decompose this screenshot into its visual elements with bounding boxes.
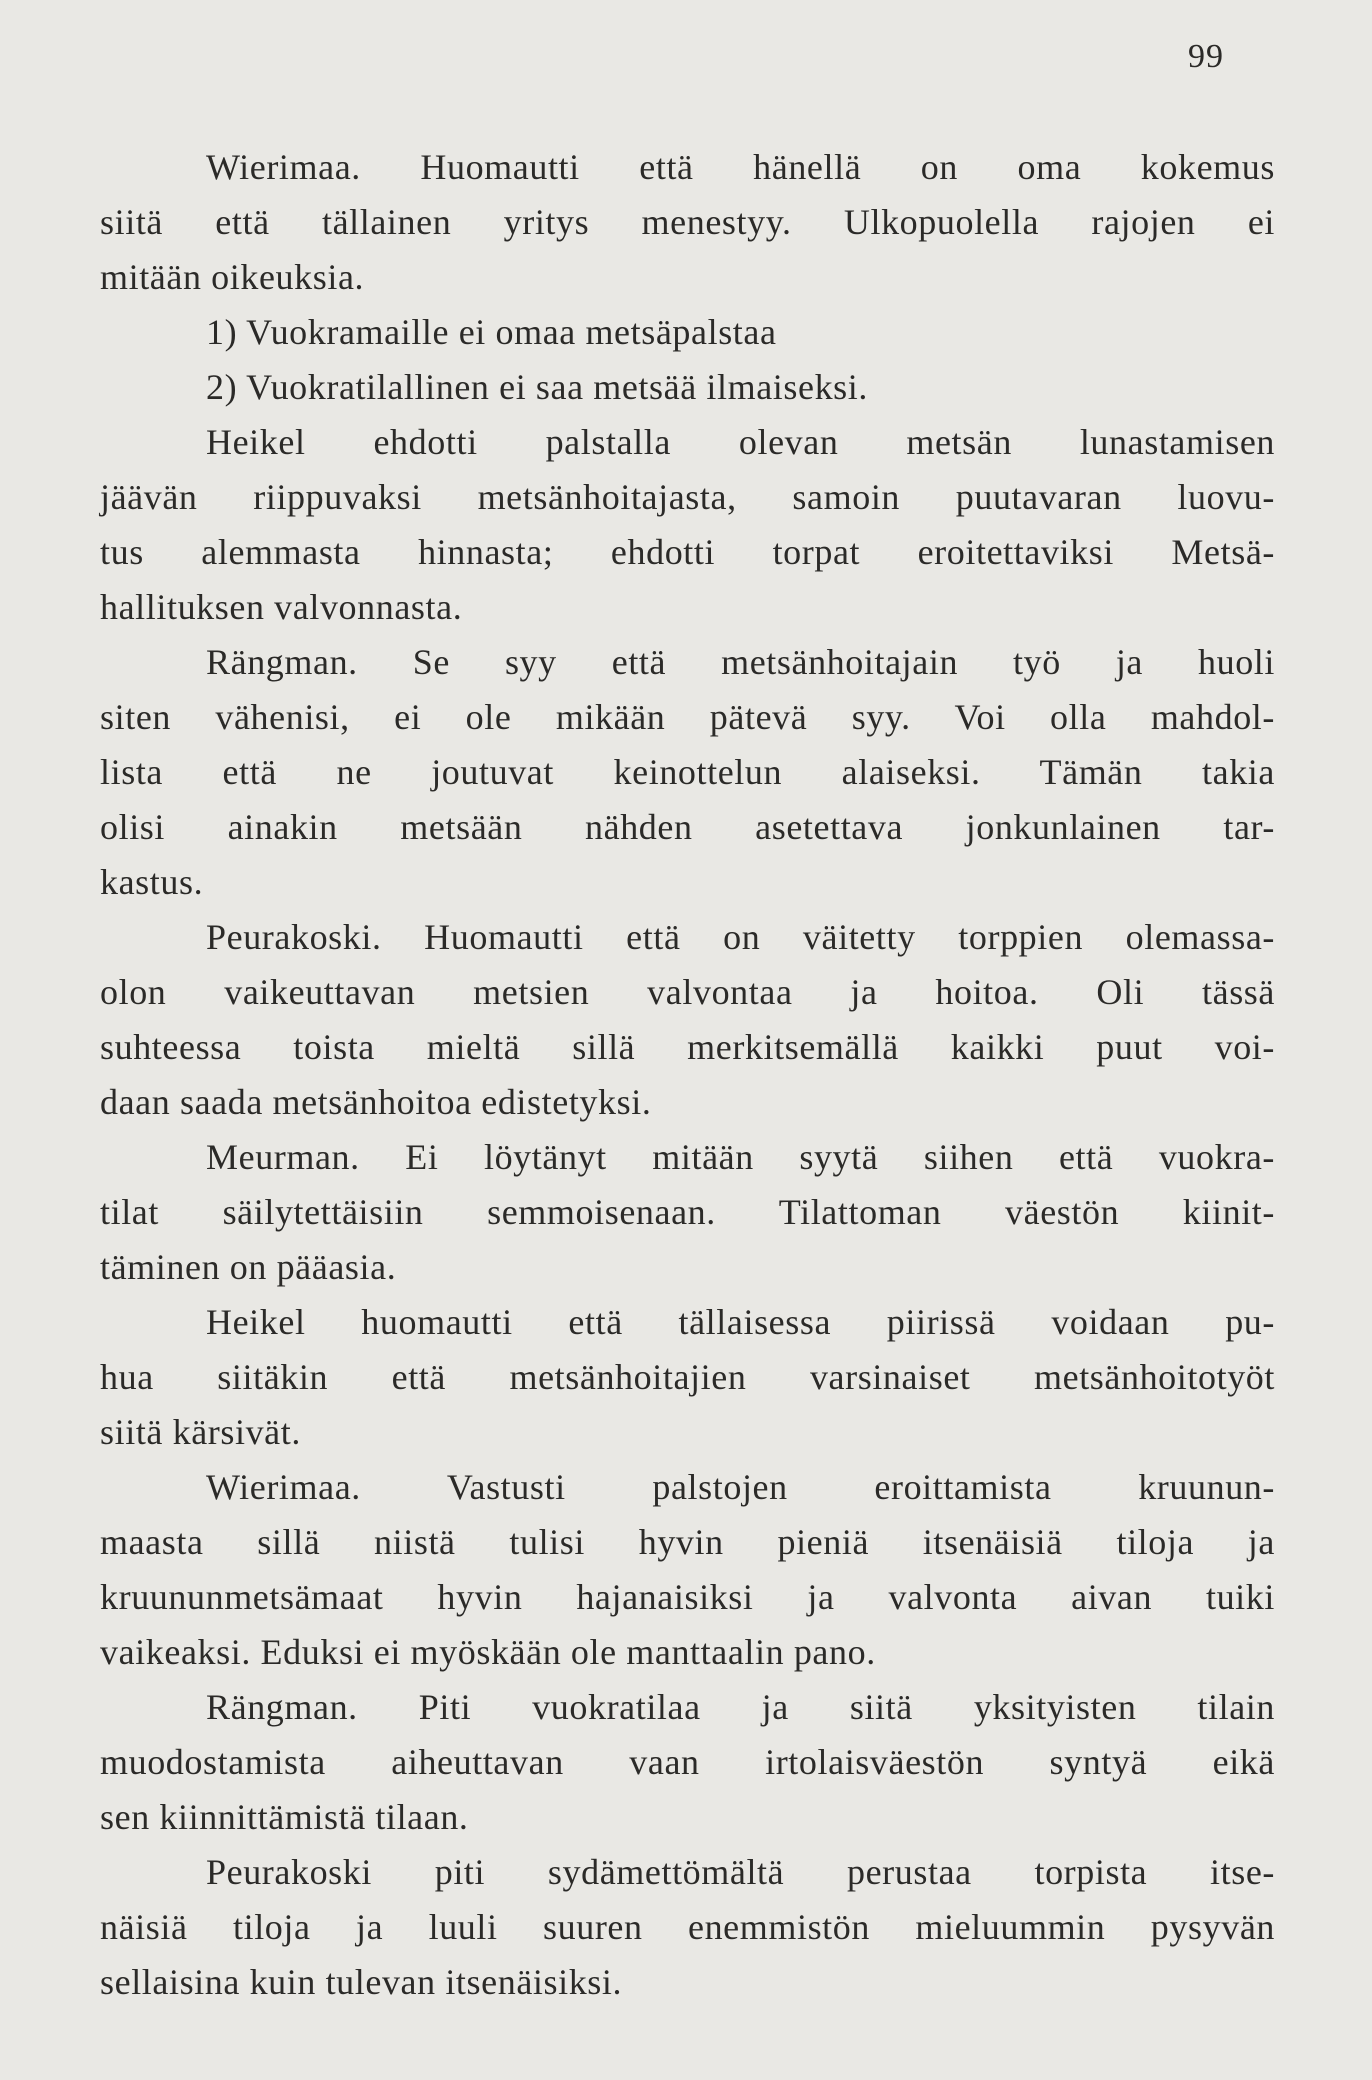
text-line: vaikeaksi. Eduksi ei myöskään ole manttaalin pano. [100, 1632, 876, 1672]
text-line: täminen on pääasia. [100, 1247, 397, 1287]
text-line: tilat säilytettäisiin semmoisenaan. Tilattoman väestön kiinit- [100, 1192, 1275, 1232]
text-line: jäävän riippuvaksi metsänhoitajasta, samoin puutavaran luovu- [100, 477, 1275, 517]
text-line: kastus. [100, 862, 204, 902]
text-line: olon vaikeuttavan metsien valvontaa ja hoitoa. Oli tässä [100, 972, 1275, 1012]
page-number: 99 [1188, 38, 1224, 75]
text-line: hua siitäkin että metsänhoitajien varsinaiset metsänhoitotyöt [100, 1357, 1275, 1397]
text-line: Wierimaa. Huomautti että hänellä on oma kokemus [206, 147, 1275, 187]
text-line: Peurakoski. Huomautti että on väitetty torppien olemassa- [206, 917, 1275, 957]
text-line: siten vähenisi, ei ole mikään pätevä syy. Voi olla mahdol- [100, 697, 1275, 737]
text-line: hallituksen valvonnasta. [100, 587, 463, 627]
text-line: tus alemmasta hinnasta; ehdotti torpat eroitettaviksi Metsä- [100, 532, 1275, 572]
text-line: muodostamista aiheuttavan vaan irtolaisväestön syntyä eikä [100, 1742, 1275, 1782]
text-line: Wierimaa. Vastusti palstojen eroittamista kruunun- [206, 1467, 1275, 1507]
text-line: Rängman. Se syy että metsänhoitajain työ ja huoli [206, 642, 1275, 682]
text-line: siitä että tällainen yritys menestyy. Ulkopuolella rajojen ei [100, 202, 1275, 242]
body-text [100, 140, 1275, 2010]
text-line: lista että ne joutuvat keinottelun alaiseksi. Tämän takia [100, 752, 1275, 792]
text-line: Heikel huomautti että tällaisessa piirissä voidaan pu- [206, 1302, 1275, 1342]
text-line: 1) Vuokramaille ei omaa metsäpalstaa [206, 312, 777, 352]
text-line: maasta sillä niistä tulisi hyvin pieniä itsenäisiä tiloja ja [100, 1522, 1275, 1562]
text-line: näisiä tiloja ja luuli suuren enemmistön mieluummin pysyvän [100, 1907, 1275, 1947]
text-line: kruununmetsämaat hyvin hajanaisiksi ja valvonta aivan tuiki [100, 1577, 1275, 1617]
text-line: olisi ainakin metsään nähden asetettava jonkunlainen tar- [100, 807, 1275, 847]
text-line: daan saada metsänhoitoa edistetyksi. [100, 1082, 652, 1122]
text-line: suhteessa toista mieltä sillä merkitsemällä kaikki puut voi- [100, 1027, 1275, 1067]
text-line: Heikel ehdotti palstalla olevan metsän lunastamisen [206, 422, 1275, 462]
text-line: Peurakoski piti sydämettömältä perustaa torpista itse- [206, 1852, 1275, 1892]
text-line: Rängman. Piti vuokratilaa ja siitä yksityisten tilain [206, 1687, 1275, 1727]
text-line: sen kiinnittämistä tilaan. [100, 1797, 469, 1837]
text-line: 2) Vuokratilallinen ei saa metsää ilmaiseksi. [206, 367, 868, 407]
text-line: mitään oikeuksia. [100, 257, 365, 297]
text-line: sellaisina kuin tulevan itsenäisiksi. [100, 1962, 623, 2002]
text-line: siitä kärsivät. [100, 1412, 301, 1452]
text-line: Meurman. Ei löytänyt mitään syytä siihen että vuokra- [206, 1137, 1275, 1177]
